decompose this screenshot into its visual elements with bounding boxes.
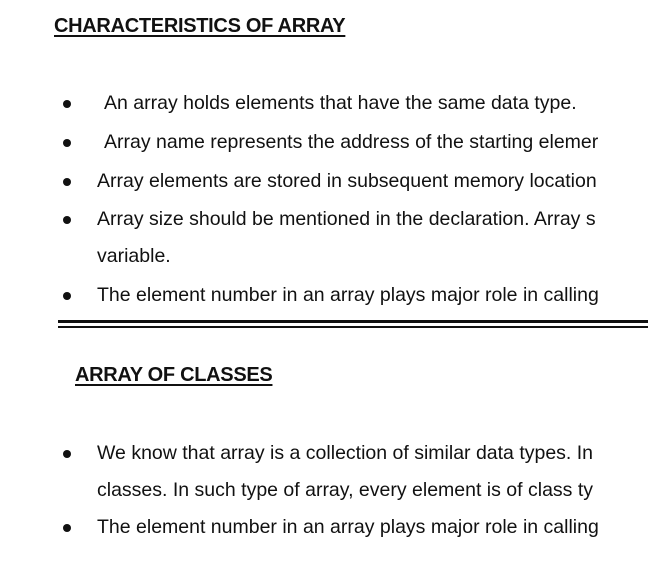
bullet-icon [63,178,71,186]
bullet-icon [63,292,71,300]
list-item: Array elements are stored in subsequent memory location [97,170,597,192]
bullet-icon [63,450,71,458]
section-heading-array-of-classes: ARRAY OF CLASSES [75,364,273,386]
divider-bottom [58,326,648,328]
bullet-icon [63,100,71,108]
list-item: An array holds elements that have the same data type. [104,92,577,114]
list-item-continuation: variable. [97,245,171,267]
list-item: The element number in an array plays major role in calling [97,284,599,306]
bullet-icon [63,139,71,147]
list-item: Array size should be mentioned in the declaration. Array s [97,208,596,230]
divider-top [58,320,648,323]
bullet-icon [63,524,71,532]
list-item: The element number in an array plays major role in calling [97,516,599,538]
list-item-continuation: classes. In such type of array, every element is of class ty [97,479,594,501]
section-heading-characteristics: CHARACTERISTICS OF ARRAY [54,15,346,37]
list-item: We know that array is a collection of similar data types. In [97,442,594,464]
bullet-icon [63,216,71,224]
list-item: Array name represents the address of the starting elemer [104,131,599,153]
